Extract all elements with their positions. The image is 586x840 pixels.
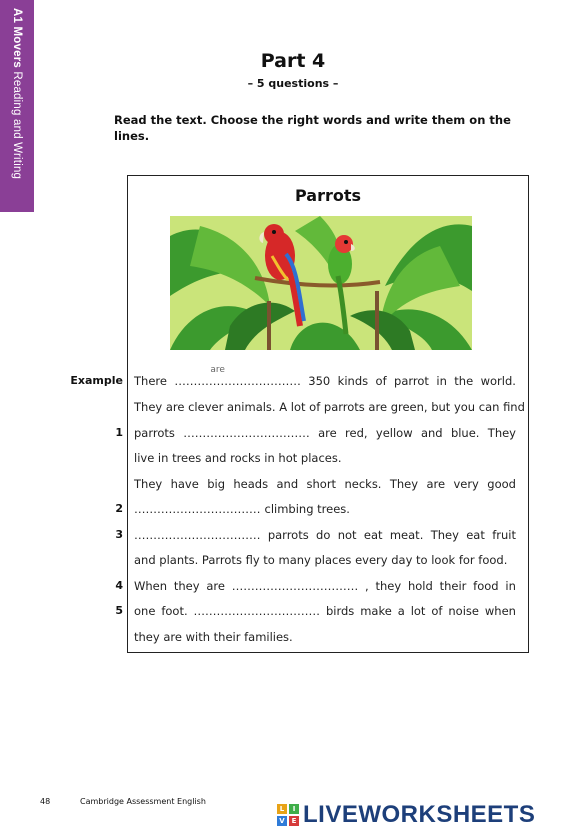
question-2-label: 2 xyxy=(115,502,123,515)
word: parrots xyxy=(267,528,309,542)
example-answer: are xyxy=(210,365,225,375)
example-label: Example xyxy=(70,374,123,387)
word: blue. xyxy=(450,426,480,440)
word: They xyxy=(487,426,516,440)
word: are xyxy=(426,477,446,491)
word: yellow xyxy=(375,426,413,440)
word: There xyxy=(134,374,167,388)
word: very xyxy=(453,477,479,491)
blank-3: …………………………… xyxy=(134,528,261,542)
question-4-label: 4 xyxy=(115,579,123,592)
word: make xyxy=(360,604,392,618)
blank-4: …………………………… xyxy=(231,579,359,593)
question-3-label: 3 xyxy=(115,528,123,541)
word: big xyxy=(207,477,225,491)
word: and xyxy=(276,477,299,491)
word: noise xyxy=(448,604,479,618)
word: are xyxy=(318,426,337,440)
word: parrot xyxy=(394,374,429,388)
word: meat. xyxy=(389,528,424,542)
parrots-illustration xyxy=(170,216,472,350)
word: They xyxy=(389,477,419,491)
word: short xyxy=(306,477,337,491)
word: not xyxy=(337,528,357,542)
answer-5-input[interactable] xyxy=(192,596,317,607)
word: kinds xyxy=(337,374,369,388)
word: in xyxy=(436,374,447,388)
word: of xyxy=(375,374,387,388)
word: When xyxy=(134,579,168,593)
word: heads xyxy=(233,477,269,491)
answer-4-input[interactable] xyxy=(230,571,355,582)
word: , xyxy=(365,579,369,593)
answer-2-input[interactable] xyxy=(134,494,259,505)
word: the xyxy=(454,374,474,388)
text-line-11: they are with their families. xyxy=(134,630,293,644)
logo-text: LIVEWORKSHEETS xyxy=(303,801,536,828)
word: lot xyxy=(410,604,426,618)
word: necks. xyxy=(344,477,382,491)
word: in xyxy=(505,579,516,593)
word: climbing trees. xyxy=(264,502,350,516)
word: and xyxy=(420,426,443,440)
side-tab xyxy=(0,0,34,212)
answer-3-input[interactable] xyxy=(134,520,259,531)
side-tab-text: A1 Movers Reading and Writing xyxy=(11,8,23,180)
word: red, xyxy=(345,426,368,440)
box-title: Parrots xyxy=(294,186,362,205)
publisher: Cambridge Assessment English xyxy=(80,797,206,806)
liveworksheets-logo xyxy=(277,802,535,828)
word: a xyxy=(397,604,405,618)
word: when xyxy=(484,604,516,618)
page-number: 48 xyxy=(40,797,51,806)
word: they xyxy=(173,579,200,593)
word: They xyxy=(134,477,163,491)
blank-2: …………………………… xyxy=(134,502,261,516)
question-1-label: 1 xyxy=(115,426,123,439)
word: birds xyxy=(325,604,355,618)
text-line-4: live in trees and rocks in hot places. xyxy=(134,451,342,465)
example-blank: …………………………… are xyxy=(174,365,301,388)
word: their xyxy=(439,579,467,593)
answer-1-input[interactable] xyxy=(176,418,306,429)
text-line-2: They are clever animals. A lot of parrots are green, but you can find xyxy=(134,400,525,414)
word: parrots xyxy=(134,426,175,440)
logo-blocks-icon: L I V E xyxy=(277,804,299,826)
word: fruit xyxy=(492,528,516,542)
blank-5: …………………………… xyxy=(193,604,321,618)
word: eat xyxy=(466,528,485,542)
word: do xyxy=(316,528,331,542)
word: of xyxy=(431,604,443,618)
text-line-1 xyxy=(134,365,516,388)
part-subtitle: – 5 questions – xyxy=(247,77,339,90)
word: eat xyxy=(363,528,383,542)
part-title: Part 4 xyxy=(260,50,326,72)
word: hold xyxy=(407,579,433,593)
word: 350 xyxy=(308,374,331,388)
word: foot. xyxy=(161,604,188,618)
word: food xyxy=(473,579,499,593)
text-line-8: and plants. Parrots fly to many places every day to look for food. xyxy=(134,553,508,567)
word: are xyxy=(206,579,225,593)
word: one xyxy=(134,604,156,618)
word: good xyxy=(487,477,516,491)
instructions: Read the text. Choose the right words and write them on the lines. xyxy=(114,113,511,143)
word: They xyxy=(430,528,459,542)
word: they xyxy=(375,579,402,593)
word: have xyxy=(170,477,199,491)
question-5-label: 5 xyxy=(115,604,123,617)
text-line-5 xyxy=(134,477,516,491)
word: world. xyxy=(480,374,516,388)
blank-1: …………………………… xyxy=(183,426,310,440)
